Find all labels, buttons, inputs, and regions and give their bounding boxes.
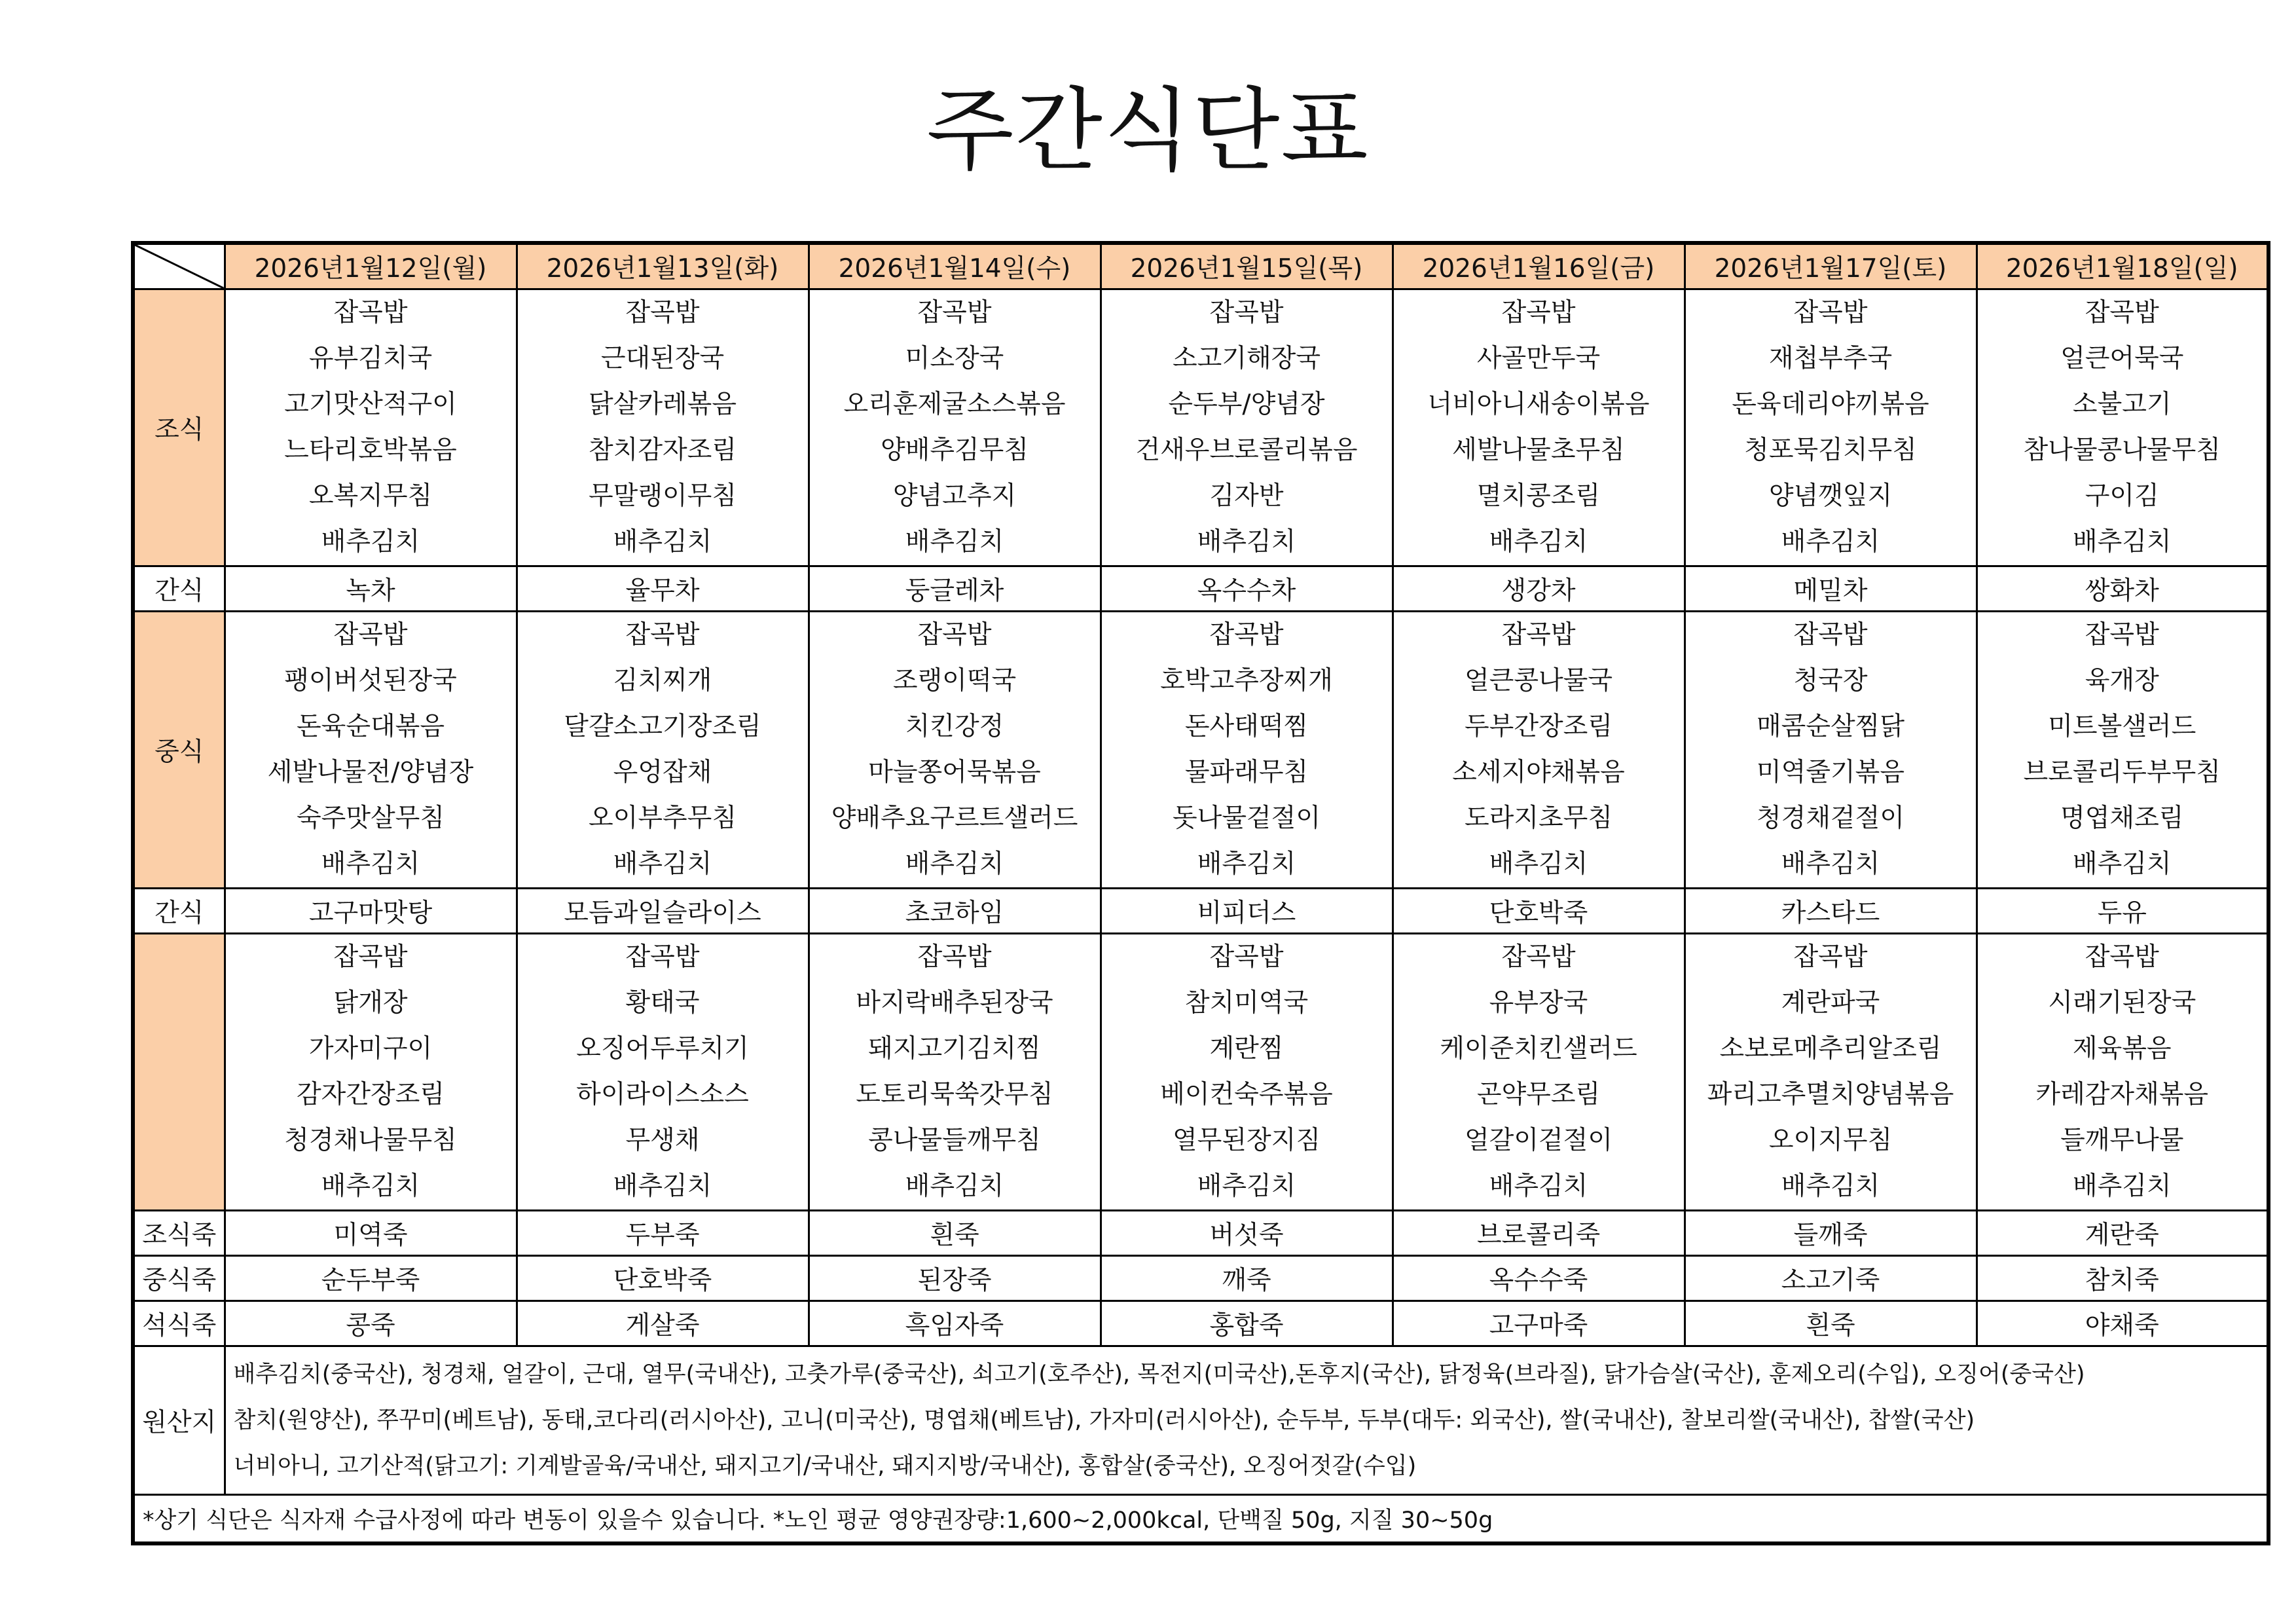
lunch-porridge-cell: 된장죽 bbox=[809, 1256, 1101, 1301]
menu-item: 잡곡밥 bbox=[1501, 620, 1576, 650]
afternoon-snack-cell: 초코하임 bbox=[809, 889, 1101, 934]
menu-item: 돈육데리야끼볶음 bbox=[1732, 390, 1929, 419]
morning-snack-cell: 메밀차 bbox=[1685, 566, 1977, 612]
menu-item: 고기맛산적구이 bbox=[284, 390, 457, 419]
menu-item: 배추김치 bbox=[1781, 1172, 1880, 1201]
menu-item: 청포묵김치무침 bbox=[1744, 435, 1917, 465]
menu-item: 세발나물초무침 bbox=[1452, 435, 1625, 465]
date-header-thu: 2026년1월15일(목) bbox=[1101, 243, 1393, 289]
menu-item: 잡곡밥 bbox=[917, 942, 992, 972]
menu-item: 배추김치 bbox=[1197, 849, 1296, 879]
menu-item: 호박고추장찌개 bbox=[1160, 666, 1333, 695]
menu-item: 잡곡밥 bbox=[625, 942, 700, 972]
menu-item: 사골만두국 bbox=[1476, 344, 1601, 373]
dinner-cell bbox=[225, 934, 517, 1211]
menu-item: 마늘쫑어묵볶음 bbox=[868, 758, 1041, 787]
dinner-cell bbox=[517, 934, 809, 1211]
menu-item: 두부간장조림 bbox=[1464, 712, 1613, 741]
menu-item: 건새우브로콜리볶음 bbox=[1135, 435, 1358, 465]
menu-item: 감자간장조림 bbox=[296, 1080, 445, 1109]
lunch-porridge-cell: 옥수수죽 bbox=[1393, 1256, 1685, 1301]
lunch-cell bbox=[225, 612, 517, 889]
menu-item: 양배추요구르트샐러드 bbox=[831, 803, 1078, 833]
menu-item: 배추김치 bbox=[321, 849, 420, 879]
menu-item: 열무된장지짐 bbox=[1172, 1126, 1321, 1155]
breakfast-cell bbox=[809, 289, 1101, 566]
menu-item: 계란찜 bbox=[1209, 1034, 1284, 1063]
breakfast-porridge-cell: 버섯죽 bbox=[1101, 1211, 1393, 1256]
origin-line: 참치(원양산), 쭈꾸미(베트남), 동태,코다리(러시아산), 고니(미국산), 명엽채(베트남), 가자미(러시아산), 순두부, 두부(대두: 외국산), 쌀(국내산), 찰보리쌀(국내산), 찹쌀(국산) bbox=[233, 1407, 1975, 1433]
row-label-breakfast-porridge: 조식죽 bbox=[133, 1211, 225, 1256]
menu-item: 물파래무침 bbox=[1184, 758, 1309, 787]
menu-item: 계란파국 bbox=[1781, 988, 1880, 1018]
menu-item: 잡곡밥 bbox=[1209, 298, 1284, 327]
dinner-porridge-cell: 야채죽 bbox=[1977, 1301, 2269, 1346]
menu-item: 배추김치 bbox=[905, 1172, 1004, 1201]
menu-item: 구이김 bbox=[2085, 481, 2159, 511]
menu-item: 바지락배추된장국 bbox=[856, 988, 1053, 1018]
menu-item: 배추김치 bbox=[905, 849, 1004, 879]
afternoon-snack-cell: 비피더스 bbox=[1101, 889, 1393, 934]
menu-item: 잡곡밥 bbox=[333, 942, 408, 972]
lunch-porridge-cell: 소고기죽 bbox=[1685, 1256, 1977, 1301]
menu-item: 배추김치 bbox=[905, 527, 1004, 557]
breakfast-porridge-cell: 계란죽 bbox=[1977, 1211, 2269, 1256]
origin-line: 배추김치(중국산), 청경채, 얼갈이, 근대, 열무(국내산), 고춧가루(중국산), 쇠고기(호주산), 목전지(미국산),돈후지(국산), 닭정육(브라질), 닭가슴살(국산), 훈제오리(수입), 오징어(중국산) bbox=[233, 1361, 2085, 1388]
page-title: 주간식단표 bbox=[926, 78, 1370, 183]
menu-item: 근대된장국 bbox=[600, 344, 725, 373]
menu-item: 무생채 bbox=[625, 1126, 700, 1155]
menu-item: 잡곡밥 bbox=[2085, 620, 2159, 650]
menu-item: 잡곡밥 bbox=[333, 620, 408, 650]
breakfast-cell bbox=[1977, 289, 2269, 566]
row-label-dinner bbox=[133, 934, 225, 1211]
menu-item: 소고기해장국 bbox=[1172, 344, 1321, 373]
afternoon-snack-row bbox=[133, 889, 2269, 934]
menu-item: 김치찌개 bbox=[613, 666, 712, 695]
breakfast-porridge-row bbox=[133, 1211, 2269, 1256]
origin-row bbox=[133, 1346, 2269, 1495]
row-label-dinner-porridge: 석식죽 bbox=[133, 1301, 225, 1346]
menu-item: 콩나물들깨무침 bbox=[868, 1126, 1041, 1155]
menu-item: 숙주맛살무침 bbox=[296, 803, 445, 833]
menu-item: 잡곡밥 bbox=[625, 620, 700, 650]
menu-item: 하이라이스소스 bbox=[576, 1080, 749, 1109]
menu-item: 시래기된장국 bbox=[2048, 988, 2196, 1018]
menu-item: 얼큰콩나물국 bbox=[1464, 666, 1613, 695]
menu-item: 배추김치 bbox=[613, 849, 712, 879]
menu-item: 양념깻잎지 bbox=[1768, 481, 1893, 511]
menu-item: 미트볼샐러드 bbox=[2048, 712, 2196, 741]
dinner-porridge-cell: 홍합죽 bbox=[1101, 1301, 1393, 1346]
menu-item: 청국장 bbox=[1793, 666, 1868, 695]
menu-item: 얼갈이겉절이 bbox=[1464, 1126, 1613, 1155]
date-header-row bbox=[133, 243, 2269, 289]
menu-item: 닭살카레볶음 bbox=[588, 390, 737, 419]
menu-item: 김자반 bbox=[1209, 481, 1284, 511]
menu-item: 유부장국 bbox=[1489, 988, 1588, 1018]
menu-item: 양배추김무침 bbox=[880, 435, 1029, 465]
menu-item: 우엉잡채 bbox=[613, 758, 712, 787]
menu-item: 배추김치 bbox=[1197, 527, 1296, 557]
row-label-snack: 간식 bbox=[133, 566, 225, 612]
menu-item: 들깨무나물 bbox=[2060, 1126, 2184, 1155]
lunch-row bbox=[133, 612, 2269, 889]
menu-item: 배추김치 bbox=[1781, 527, 1880, 557]
lunch-cell bbox=[517, 612, 809, 889]
dinner-cell bbox=[1685, 934, 1977, 1211]
date-header-wed: 2026년1월14일(수) bbox=[809, 243, 1101, 289]
menu-item: 배추김치 bbox=[321, 527, 420, 557]
note-row bbox=[133, 1495, 2269, 1544]
diagonal-line-icon bbox=[135, 245, 224, 288]
menu-item: 육개장 bbox=[2085, 666, 2159, 695]
menu-item: 달걀소고기장조림 bbox=[564, 712, 761, 741]
breakfast-cell bbox=[517, 289, 809, 566]
menu-item: 배추김치 bbox=[321, 1172, 420, 1201]
menu-item: 얼큰어묵국 bbox=[2060, 344, 2184, 373]
dinner-cell bbox=[1393, 934, 1685, 1211]
menu-item: 소보로메추리알조림 bbox=[1719, 1034, 1942, 1063]
date-header-sat: 2026년1월17일(토) bbox=[1685, 243, 1977, 289]
menu-item: 명엽채조림 bbox=[2060, 803, 2184, 833]
menu-item: 조랭이떡국 bbox=[892, 666, 1017, 695]
breakfast-porridge-cell: 브로콜리죽 bbox=[1393, 1211, 1685, 1256]
menu-item: 배추김치 bbox=[2072, 1172, 2172, 1201]
menu-item: 돈육순대볶음 bbox=[296, 712, 445, 741]
menu-item: 참치미역국 bbox=[1184, 988, 1309, 1018]
date-header-mon: 2026년1월12일(월) bbox=[225, 243, 517, 289]
menu-item: 닭개장 bbox=[333, 988, 408, 1018]
menu-item: 배추김치 bbox=[1489, 527, 1588, 557]
menu-item: 느타리호박볶음 bbox=[284, 435, 457, 465]
breakfast-cell bbox=[1393, 289, 1685, 566]
menu-item: 오징어두루치기 bbox=[576, 1034, 749, 1063]
menu-item: 청경채겉절이 bbox=[1756, 803, 1905, 833]
menu-item: 오리훈제굴소스볶음 bbox=[843, 390, 1066, 419]
breakfast-porridge-cell: 들깨죽 bbox=[1685, 1211, 1977, 1256]
menu-item: 재첩부추국 bbox=[1768, 344, 1893, 373]
lunch-cell bbox=[1977, 612, 2269, 889]
lunch-porridge-cell: 참치죽 bbox=[1977, 1256, 2269, 1301]
menu-item: 꽈리고추멸치양념볶음 bbox=[1707, 1080, 1954, 1109]
menu-item: 청경채나물무침 bbox=[284, 1126, 457, 1155]
afternoon-snack-cell: 카스타드 bbox=[1685, 889, 1977, 934]
lunch-porridge-cell: 깨죽 bbox=[1101, 1256, 1393, 1301]
menu-item: 브로콜리두부무침 bbox=[2023, 758, 2221, 787]
origin-info bbox=[225, 1346, 2269, 1495]
corner-diagonal-cell bbox=[133, 243, 225, 289]
row-label-origin: 원산지 bbox=[133, 1346, 225, 1495]
dinner-porridge-cell: 콩죽 bbox=[225, 1301, 517, 1346]
menu-item: 잡곡밥 bbox=[917, 620, 992, 650]
date-header-sun: 2026년1월18일(일) bbox=[1977, 243, 2269, 289]
breakfast-cell bbox=[1101, 289, 1393, 566]
lunch-cell bbox=[1393, 612, 1685, 889]
menu-item: 배추김치 bbox=[1781, 849, 1880, 879]
menu-item: 카레감자채볶음 bbox=[2035, 1080, 2209, 1109]
lunch-porridge-row bbox=[133, 1256, 2269, 1301]
menu-item: 곤약무조림 bbox=[1476, 1080, 1601, 1109]
morning-snack-cell: 옥수수차 bbox=[1101, 566, 1393, 612]
menu-item: 참나물콩나물무침 bbox=[2023, 435, 2221, 465]
dinner-porridge-cell: 흰죽 bbox=[1685, 1301, 1977, 1346]
morning-snack-cell: 쌍화차 bbox=[1977, 566, 2269, 612]
menu-item: 황태국 bbox=[625, 988, 700, 1018]
menu-item: 돼지고기김치찜 bbox=[868, 1034, 1041, 1063]
breakfast-row bbox=[133, 289, 2269, 566]
menu-item: 잡곡밥 bbox=[1501, 298, 1576, 327]
afternoon-snack-cell: 고구마맛탕 bbox=[225, 889, 517, 934]
menu-item: 제육볶음 bbox=[2072, 1034, 2172, 1063]
menu-item: 참치감자조림 bbox=[588, 435, 737, 465]
row-label-lunch-porridge: 중식죽 bbox=[133, 1256, 225, 1301]
breakfast-cell bbox=[1685, 289, 1977, 566]
menu-item: 배추김치 bbox=[1489, 849, 1588, 879]
menu-item: 배추김치 bbox=[613, 1172, 712, 1201]
menu-item: 배추김치 bbox=[613, 527, 712, 557]
menu-item: 멸치콩조림 bbox=[1476, 481, 1601, 511]
dinner-porridge-cell: 흑임자죽 bbox=[809, 1301, 1101, 1346]
menu-item: 오복지무침 bbox=[308, 481, 433, 511]
menu-item: 유부김치국 bbox=[308, 344, 433, 373]
menu-item: 매콤순살찜닭 bbox=[1756, 712, 1905, 741]
morning-snack-cell: 둥글레차 bbox=[809, 566, 1101, 612]
dinner-cell bbox=[809, 934, 1101, 1211]
morning-snack-row bbox=[133, 566, 2269, 612]
menu-item: 무말랭이무침 bbox=[588, 481, 737, 511]
menu-item: 팽이버섯된장국 bbox=[284, 666, 457, 695]
menu-item: 도토리묵쑥갓무침 bbox=[856, 1080, 1053, 1109]
weekly-menu-table bbox=[131, 241, 2270, 1545]
lunch-porridge-cell: 순두부죽 bbox=[225, 1256, 517, 1301]
menu-item: 케이준치킨샐러드 bbox=[1440, 1034, 1637, 1063]
menu-item: 오이부추무침 bbox=[588, 803, 737, 833]
menu-item: 잡곡밥 bbox=[1793, 942, 1868, 972]
dinner-porridge-row bbox=[133, 1301, 2269, 1346]
menu-item: 소불고기 bbox=[2072, 390, 2172, 419]
menu-item: 잡곡밥 bbox=[1209, 620, 1284, 650]
breakfast-cell bbox=[225, 289, 517, 566]
menu-item: 돗나물겉절이 bbox=[1172, 803, 1321, 833]
breakfast-porridge-cell: 흰죽 bbox=[809, 1211, 1101, 1256]
nutrition-note: *상기 식단은 식자재 수급사정에 따라 변동이 있을수 있습니다. *노인 평균 영양권장량:1,600~2,000kcal, 단백질 50g, 지질 30~50g bbox=[133, 1495, 2269, 1544]
menu-item: 도라지초무침 bbox=[1464, 803, 1613, 833]
dinner-cell bbox=[1977, 934, 2269, 1211]
date-header-tue: 2026년1월13일(화) bbox=[517, 243, 809, 289]
afternoon-snack-cell: 모듬과일슬라이스 bbox=[517, 889, 809, 934]
row-label-lunch: 중식 bbox=[133, 612, 225, 889]
lunch-cell bbox=[809, 612, 1101, 889]
menu-item: 잡곡밥 bbox=[1793, 620, 1868, 650]
afternoon-snack-cell: 단호박죽 bbox=[1393, 889, 1685, 934]
menu-item: 미역줄기볶음 bbox=[1756, 758, 1905, 787]
dinner-row bbox=[133, 934, 2269, 1211]
menu-item: 너비아니새송이볶음 bbox=[1427, 390, 1650, 419]
menu-item: 양념고추지 bbox=[892, 481, 1017, 511]
menu-item: 잡곡밥 bbox=[1793, 298, 1868, 327]
dinner-porridge-cell: 고구마죽 bbox=[1393, 1301, 1685, 1346]
menu-item: 배추김치 bbox=[2072, 527, 2172, 557]
date-header-fri: 2026년1월16일(금) bbox=[1393, 243, 1685, 289]
row-label-snack: 간식 bbox=[133, 889, 225, 934]
menu-item: 배추김치 bbox=[2072, 849, 2172, 879]
lunch-cell bbox=[1101, 612, 1393, 889]
breakfast-porridge-cell: 두부죽 bbox=[517, 1211, 809, 1256]
menu-item: 잡곡밥 bbox=[2085, 298, 2159, 327]
row-label-breakfast: 조식 bbox=[133, 289, 225, 566]
lunch-cell bbox=[1685, 612, 1977, 889]
morning-snack-cell: 녹차 bbox=[225, 566, 517, 612]
menu-item: 미소장국 bbox=[905, 344, 1004, 373]
origin-line: 너비아니, 고기산적(닭고기: 기계발골육/국내산, 돼지고기/국내산, 돼지지방/국내산), 홍합살(중국산), 오징어젓갈(수입) bbox=[233, 1453, 1417, 1479]
morning-snack-cell: 율무차 bbox=[517, 566, 809, 612]
menu-item: 돈사태떡찜 bbox=[1184, 712, 1309, 741]
menu-item: 잡곡밥 bbox=[333, 298, 408, 327]
dinner-cell bbox=[1101, 934, 1393, 1211]
lunch-porridge-cell: 단호박죽 bbox=[517, 1256, 809, 1301]
menu-item: 배추김치 bbox=[1197, 1172, 1296, 1201]
menu-item: 소세지야채볶음 bbox=[1452, 758, 1625, 787]
menu-item: 가자미구이 bbox=[308, 1034, 433, 1063]
menu-item: 잡곡밥 bbox=[1209, 942, 1284, 972]
afternoon-snack-cell: 두유 bbox=[1977, 889, 2269, 934]
dinner-porridge-cell: 게살죽 bbox=[517, 1301, 809, 1346]
menu-item: 순두부/양념장 bbox=[1168, 390, 1325, 419]
menu-item: 베이컨숙주볶음 bbox=[1160, 1080, 1333, 1109]
menu-item: 치킨강정 bbox=[905, 712, 1004, 741]
breakfast-porridge-cell: 미역죽 bbox=[225, 1211, 517, 1256]
menu-item: 세발나물전/양념장 bbox=[267, 758, 474, 787]
menu-item: 잡곡밥 bbox=[1501, 942, 1576, 972]
menu-item: 잡곡밥 bbox=[625, 298, 700, 327]
menu-item: 잡곡밥 bbox=[917, 298, 992, 327]
menu-item: 배추김치 bbox=[1489, 1172, 1588, 1201]
morning-snack-cell: 생강차 bbox=[1393, 566, 1685, 612]
menu-item: 오이지무침 bbox=[1768, 1126, 1893, 1155]
menu-item: 잡곡밥 bbox=[2085, 942, 2159, 972]
